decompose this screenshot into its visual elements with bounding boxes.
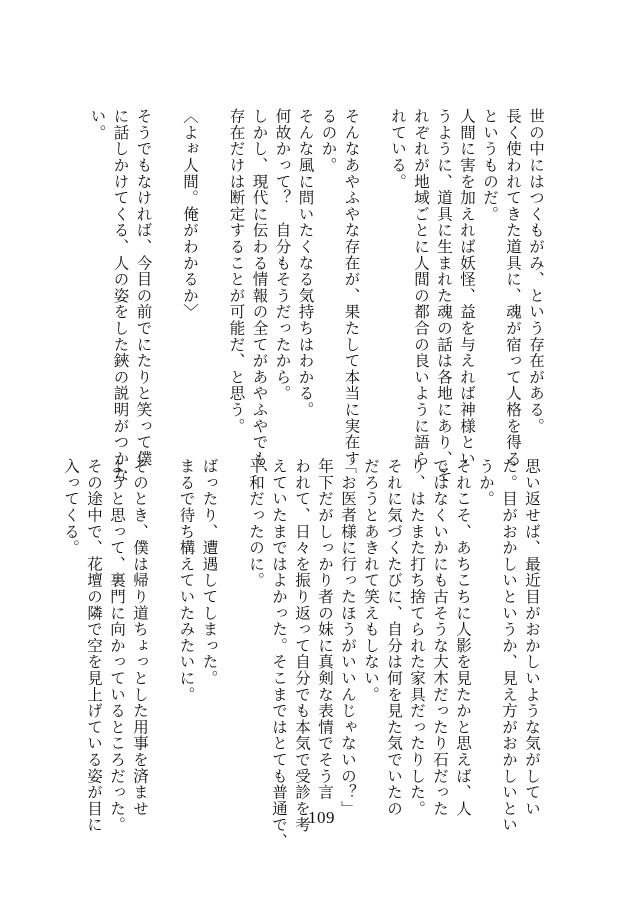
text-column: 入ってくる。 xyxy=(62,458,80,556)
text-column: 年下だがしっかり者の妹に真剣な表情でそう言 xyxy=(316,458,334,801)
text-column: それに気づくたびに、自分は何を見た気でいたの xyxy=(385,458,403,817)
text-column: ではなくいかにも古そうな大木だったり石だった xyxy=(431,458,449,817)
text-column: 長く使われてきた道具に、魂が宿って人格を得る xyxy=(504,108,522,467)
text-column: 存在だけは断定することが可能だ、と思う。 xyxy=(227,108,246,434)
text-column: しかし、現代に伝わる情報の全てがあやふやでも、 xyxy=(250,108,269,483)
text-column: 世の中にはつくもがみ、という存在がある。 xyxy=(527,108,545,434)
text-column: に話しかけてくる、人の姿をした鋏の説明がつかな xyxy=(111,108,130,483)
text-column: われて、日々を振り返って自分でも本気で受診を考 xyxy=(293,458,311,833)
text-column: るのか。 xyxy=(319,108,338,174)
text-column: えていたまではよかった。そこまではとても普通で、 xyxy=(270,458,288,850)
text-column: そんなあやふやな存在が、果たして本当に実在す xyxy=(342,108,361,467)
text-column: そんな風に問いたくなる気持ちはわかる。 xyxy=(296,108,315,418)
text-column: い。 xyxy=(88,108,107,141)
text-column: うか。 xyxy=(477,458,495,507)
text-column: れぞれが地域ごとに人間の都合の良いように語ら xyxy=(412,108,430,467)
text-column: 〈よぉ人間。俺がわかるか〉 xyxy=(181,108,199,320)
text-column: その途中で、花壇の隣で空を見上げている姿が目に xyxy=(85,458,103,833)
text-column: うように、道具に生まれた魂の話は各地にあり、そ xyxy=(435,108,453,483)
text-column: れている。 xyxy=(389,108,407,190)
text-column: だろうとあきれて笑えもしない。 xyxy=(362,458,380,703)
text-column: 何故かって？ 自分もそうだったから。 xyxy=(273,108,292,402)
text-column: というものだ。 xyxy=(481,108,499,223)
text-column: た。目がおかしいというか、見え方がおかしいとい xyxy=(500,458,518,833)
text-column: ようと思って、裏門に向かっているところだった。 xyxy=(108,458,126,833)
text-column: そうでもなければ、今目の前でにたりと笑って僕 xyxy=(134,108,153,467)
text-column: 人間に害を加えれば妖怪、益を与えれば神様とい xyxy=(458,108,476,467)
text-column: まるで待ち構えていたみたいに。 xyxy=(177,458,196,703)
text-column: り、はたまた打ち捨てられた家具だったりした。 xyxy=(408,458,426,817)
text-column: そのとき、僕は帰り道ちょっとした用事を済ませ xyxy=(131,458,149,817)
text-column: それこそ、あちこちに人影を見たかと思えば、人 xyxy=(454,458,472,817)
text-column: 「お医者様に行ったほうがいいんじゃないの？」 xyxy=(339,458,357,817)
text-column: 平和だったのに。 xyxy=(247,458,265,589)
page-number: 109 xyxy=(308,808,335,827)
text-column: 思い返せば、最近目がおかしいような気がしてい xyxy=(523,458,541,817)
text-column: ばったり、遭遇してしまった。 xyxy=(200,458,219,687)
